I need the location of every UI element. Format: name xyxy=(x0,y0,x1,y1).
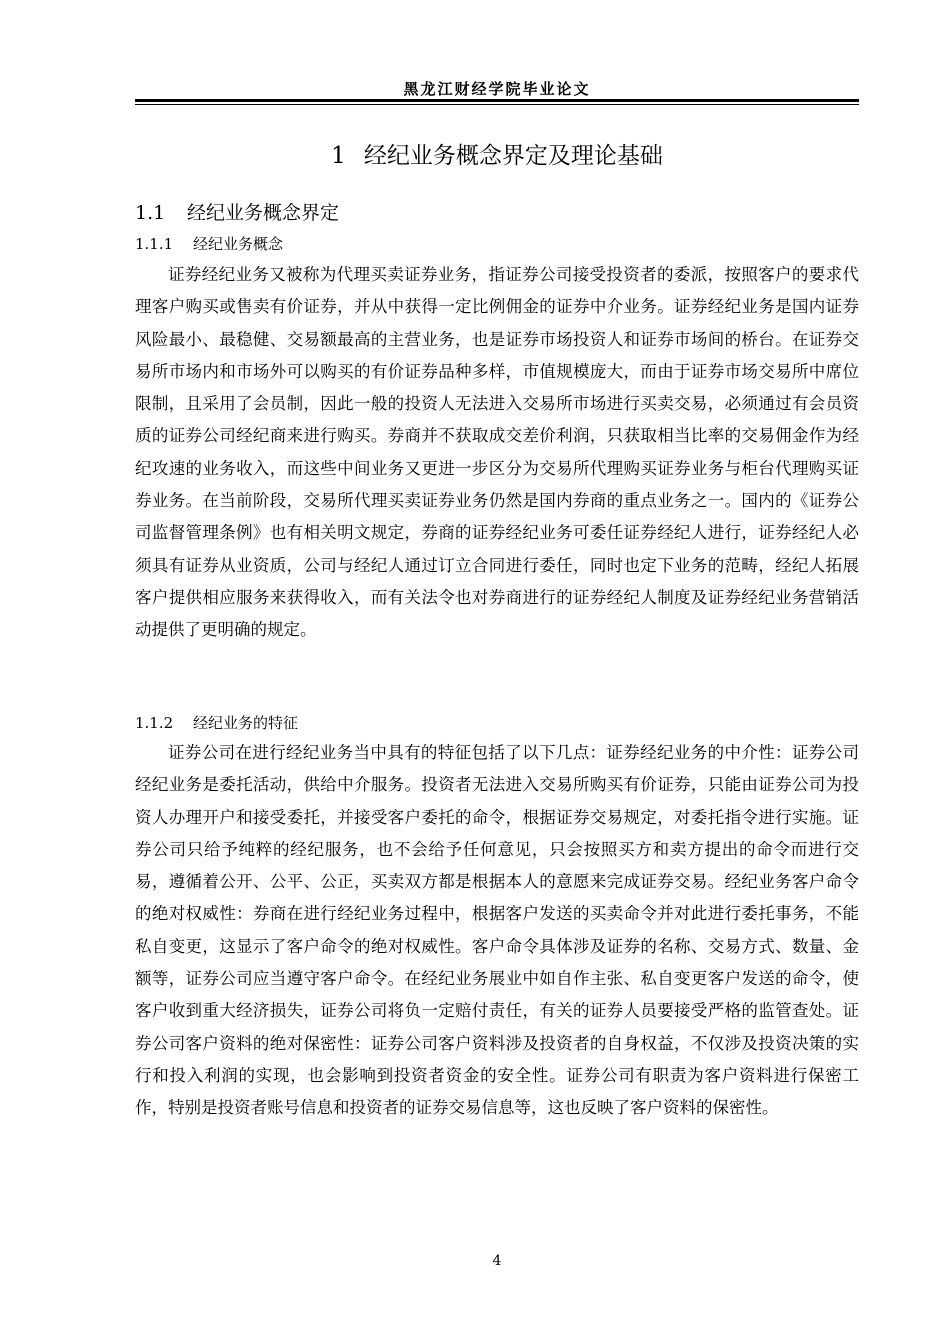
chapter-title-text: 经纪业务概念界定及理论基础 xyxy=(363,143,663,169)
section-title-text: 经纪业务概念界定 xyxy=(187,202,340,224)
section-number: 1.1 xyxy=(135,202,166,224)
subsection-number: 1.1.2 xyxy=(135,714,174,732)
chapter-number: 1 xyxy=(331,143,346,169)
body-paragraph-2: 证券公司在进行经纪业务当中具有的特征包括了以下几点：证券经纪业务的中介性：证券公司经纪业务是委托活动，供给中介服务。投资者无法进入交易所购买有价证券，只能由证券公司为投资人办理开户和接受委托，并接受客户委托的命令，根据证券交易规定，对委托指令进行实施。证券公司只给予纯粹的经纪服务，也不会给予任何意见，只会按照买方和卖方提出的命令而进行交易，遵循着公开、公平、公正，买卖双方都是根据本人的意愿来完成证券交易。经纪业务客户命令的绝对权威性：券商在进行经纪业务过程中，根据客户发送的买卖命令并对此进行委托事务，不能私自变更，这显示了客户命令的绝对权威性。客户命令具体涉及证券的名称、交易方式、数量、金额等，证券公司应当遵守客户命令。在经纪业务展业中如自作主张、私自变更客户发送的命令，使客户收到重大经济损失，证券公司将负一定赔付责任，有关的证券人员要接受严格的监管查处。证券公司客户资料的绝对保密性：证券公司客户资料涉及投资者的自身权益，不仅涉及投资决策的实行和投入利润的实现，也会影响到投资者资金的安全性。证券公司有职责为客户资料进行保密工作，特别是投资者账号信息和投资者的证券交易信息等，这也反映了客户资料的保密性。 xyxy=(135,743,859,1118)
subsection-title-text: 经纪业务概念 xyxy=(193,235,284,253)
header-rule-thick xyxy=(135,99,859,102)
chapter-title xyxy=(135,140,859,172)
header-rule-thin xyxy=(135,104,859,105)
subsection-heading-2 xyxy=(135,710,298,736)
page-number: 4 xyxy=(492,1253,502,1269)
subsection-number: 1.1.1 xyxy=(135,235,174,253)
running-header: 黑龙江财经学院毕业论文 xyxy=(403,80,591,98)
subsection-heading-1 xyxy=(135,231,283,257)
subsection-title-text: 经纪业务的特征 xyxy=(193,714,299,732)
section-heading xyxy=(135,199,339,227)
body-paragraph-1: 证券经纪业务又被称为代理买卖证券业务，指证券公司接受投资者的委派，按照客户的要求代理客户购买或售卖有价证券，并从中获得一定比例佣金的证券中介业务。证券经纪业务是国内证券风险最小、最稳健、交易额最高的主营业务，也是证券市场投资人和证券市场间的桥台。在证券交易所市场内和市场外可以购买的有价证券品种多样，市值规模庞大，而由于证券市场交易所中席位限制，且采用了会员制，因此一般的投资人无法进入交易所市场进行买卖交易，必须通过有会员资质的证券公司经纪商来进行购买。券商并不获取成交差价利润，只获取相当比率的交易佣金作为经纪攻速的业务收入，而这些中间业务又更进一步区分为交易所代理购买证券业务与柜台代理购买证券业务。在当前阶段，交易所代理买卖证券业务仍然是国内券商的重点业务之一。国内的《证券公司监督管理条例》也有相关明文规定，券商的证券经纪业务可委任证券经纪人进行，证券经纪人必须具有证券从业资质，公司与经纪人通过订立合同进行委任，同时也定下业务的范畴，经纪人拓展客户提供相应服务来获得收入，而有关法令也对券商进行的证券经纪人制度及证券经纪业务营销活动提供了更明确的规定。 xyxy=(135,265,859,640)
